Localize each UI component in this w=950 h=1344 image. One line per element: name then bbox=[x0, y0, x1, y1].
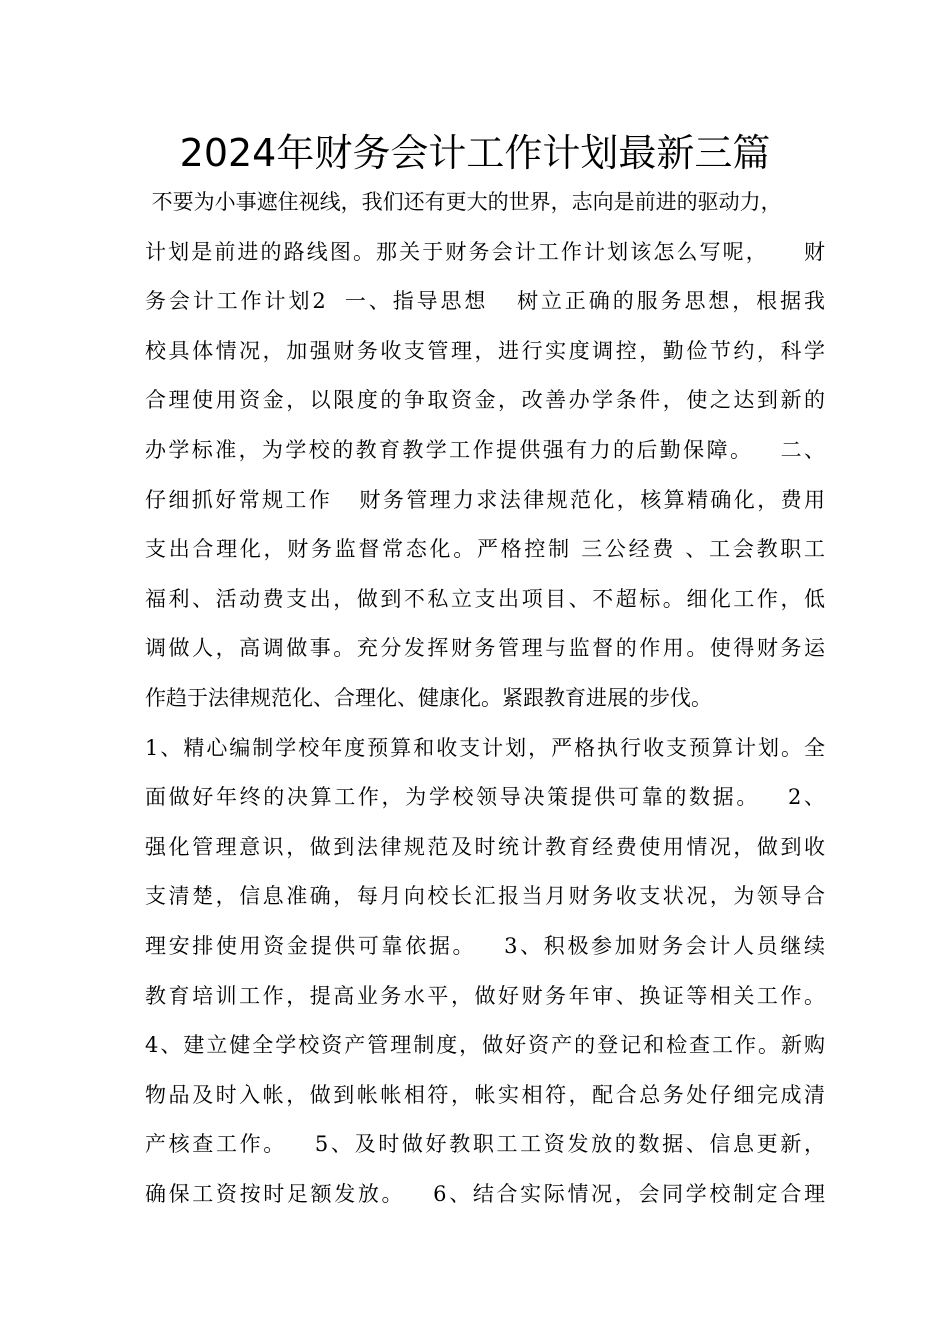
text-line: 确保工资按时足额发放。 6、结合实际情况，会同学校制定合理 bbox=[145, 1181, 825, 1206]
text-line: 4、建立健全学校资产管理制度，做好资产的登记和检查工作。新购 bbox=[145, 1033, 825, 1058]
text-line: 调做人，高调做事。充分发挥财务管理与监督的作用。使得财务运 bbox=[145, 636, 825, 661]
text-line: 计划是前进的路线图。那关于财务会计工作计划该怎么写呢， 财 bbox=[145, 239, 825, 264]
text-line: 合理使用资金，以限度的争取资金，改善办学条件，使之达到新的 bbox=[145, 388, 825, 413]
document-title: 2024年财务会计工作计划最新三篇 bbox=[179, 131, 771, 175]
text-line: 仔细抓好常规工作 财务管理力求法律规范化，核算精确化，费用 bbox=[145, 487, 825, 512]
text-line: 产核查工作。 5、及时做好教职工工资发放的数据、信息更新， bbox=[145, 1132, 825, 1157]
text-line: 务会计工作计划2 一、指导思想 树立正确的服务思想，根据我 bbox=[145, 289, 825, 314]
text-line: 面做好年终的决算工作，为学校领导决策提供可靠的数据。 2、 bbox=[145, 785, 825, 810]
text-line: 校具体情况，加强财务收支管理，进行实度调控，勤俭节约，科学 bbox=[145, 338, 825, 363]
text-line: 1、精心编制学校年度预算和收支计划，严格执行收支预算计划。全 bbox=[145, 735, 825, 760]
text-line: 物品及时入帐，做到帐帐相符，帐实相符，配合总务处仔细完成清 bbox=[145, 1082, 825, 1107]
document-body bbox=[145, 178, 825, 1219]
text-line: 强化管理意识，做到法律规范及时统计教育经费使用情况，做到收 bbox=[145, 834, 825, 859]
text-line: 不要为小事遮住视线，我们还有更大的世界，志向是前进的驱动力， bbox=[145, 190, 782, 214]
text-line: 支清楚，信息准确，每月向校长汇报当月财务收支状况，为领导合 bbox=[145, 884, 825, 909]
text-line: 作趋于法律规范化、合理化、健康化。紧跟教育进展的步伐。 bbox=[145, 685, 712, 710]
text-line: 理安排使用资金提供可靠依据。 3、积极参加财务会计人员继续 bbox=[145, 933, 825, 958]
text-line: 办学标准，为学校的教育教学工作提供强有力的后勤保障。 二、 bbox=[145, 437, 825, 462]
text-line: 支出合理化，财务监督常态化。严格控制 三公经费 、工会教职工 bbox=[145, 537, 825, 562]
text-line: 教育培训工作，提高业务水平，做好财务年审、换证等相关工作。 bbox=[145, 983, 825, 1008]
text-line: 福利、活动费支出，做到不私立支出项目、不超标。细化工作，低 bbox=[145, 586, 825, 611]
